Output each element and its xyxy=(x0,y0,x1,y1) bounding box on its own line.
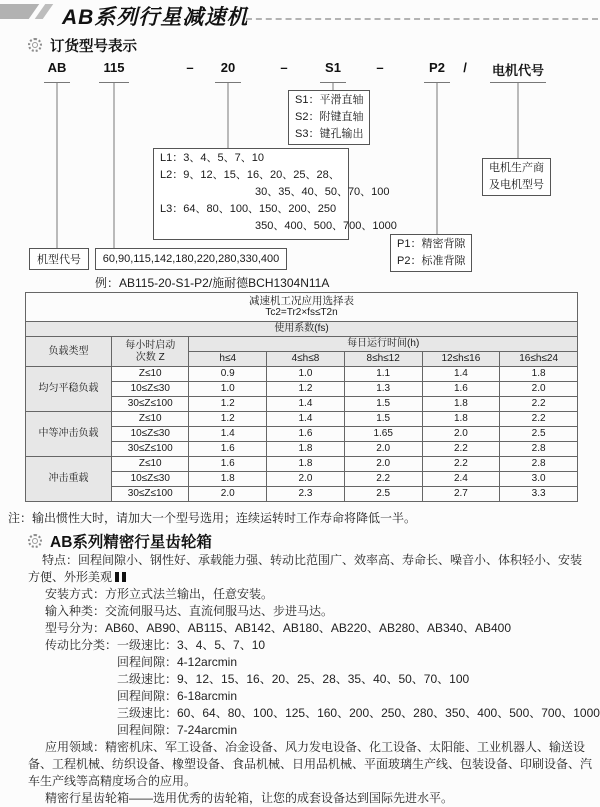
fs-value-cell: 2.8 xyxy=(500,457,578,472)
z-range-cell: 10≤Z≤30 xyxy=(112,382,189,397)
daily-hours-header: 每日运行时间(h) xyxy=(189,337,578,352)
fs-value-cell: 2.5 xyxy=(344,487,422,502)
z-range-cell: Z≤10 xyxy=(112,367,189,382)
ratio-option-l3-cont: 350、400、500、700、1000 xyxy=(255,220,397,232)
hours-col-header: 4≤h≤8 xyxy=(267,352,345,367)
model-segment-slash: / xyxy=(463,60,467,75)
fs-value-cell: 1.0 xyxy=(267,367,345,382)
table-row xyxy=(26,367,578,382)
model-segment-size: 115 xyxy=(103,60,125,75)
section-heading-label: AB系列精密行星齿轮箱 xyxy=(50,534,212,551)
section-heading-label: 订货型号表示 xyxy=(50,38,137,55)
model-segment-backlash: P2 xyxy=(429,60,445,75)
fs-value-cell: 2.0 xyxy=(422,427,500,442)
model-segment-dash-2: – xyxy=(280,60,288,75)
fs-value-cell: 1.5 xyxy=(344,412,422,427)
fs-value-cell: 2.5 xyxy=(500,427,578,442)
z-range-cell: Z≤10 xyxy=(112,412,189,427)
features-paragraph xyxy=(28,552,590,586)
ratio-option-l1: L1：3、4、5、7、10 xyxy=(160,152,264,164)
fs-value-cell: 1.8 xyxy=(500,367,578,382)
fs-value-cell: 1.4 xyxy=(267,412,345,427)
ratio-options-box xyxy=(153,148,397,240)
backlash-line: 回程间隙：7-24arcmin xyxy=(117,723,238,737)
z-range-cell: 10≤Z≤30 xyxy=(112,427,189,442)
fs-value-cell: 1.1 xyxy=(344,367,422,382)
z-range-cell: 30≤Z≤100 xyxy=(112,442,189,457)
backlash-option: P1：精密背隙 xyxy=(397,238,466,250)
fs-value-cell: 1.2 xyxy=(189,397,267,412)
model-codes-box: 60,90,115,142,180,220,280,330,400 xyxy=(95,248,287,270)
fs-value-cell: 2.0 xyxy=(344,442,422,457)
z-range-cell: 30≤Z≤100 xyxy=(112,397,189,412)
starts-header-line: 每小时启动 xyxy=(125,339,176,351)
backlash-line: 回程间隙：4-12arcmin xyxy=(117,655,238,669)
connector-line xyxy=(114,82,115,248)
ratio-stage3-line: 三级速比：60、64、80、100、125、160、200、250、280、350、400、500、700、1000 xyxy=(117,706,600,720)
fs-header-cell: 使用系数(fs) xyxy=(26,322,578,337)
table-note: 注：输出惯性大时，请加大一个型号选用；连续运转时工作寿命将降低一半。 xyxy=(8,511,417,525)
section-gearbox-heading xyxy=(28,530,600,552)
table-row xyxy=(26,412,578,427)
ratio-class-label: 传动比分类： xyxy=(45,638,118,652)
connector-line xyxy=(518,82,519,158)
print-mark xyxy=(115,572,119,582)
fs-value-cell: 3.3 xyxy=(500,487,578,502)
fs-value-cell: 1.6 xyxy=(267,427,345,442)
hours-col-header: 8≤h≤12 xyxy=(344,352,422,367)
model-code-diagram xyxy=(0,56,600,290)
fs-value-cell: 0.9 xyxy=(189,367,267,382)
motor-maker-box xyxy=(482,158,551,196)
starts-header-line: 次数 Z xyxy=(135,351,165,363)
ratio-option-l2: L2：9、12、15、16、20、25、28、 xyxy=(160,169,340,181)
fs-value-cell: 1.3 xyxy=(344,382,422,397)
closing-paragraph: 精密行星齿轮箱——选用优秀的齿轮箱，让您的成套设备达到国际先进水平。 xyxy=(45,791,454,805)
fs-value-cell: 1.8 xyxy=(189,472,267,487)
hours-col-header: 16≤h≤24 xyxy=(500,352,578,367)
gear-icon xyxy=(28,38,42,52)
fs-value-cell: 2.2 xyxy=(344,472,422,487)
connector-line xyxy=(437,82,438,234)
model-segment-prefix: AB xyxy=(47,60,67,75)
starts-header xyxy=(112,337,189,367)
fs-value-cell: 1.2 xyxy=(267,382,345,397)
header-dashed-line xyxy=(246,18,598,20)
fs-value-cell: 1.8 xyxy=(267,442,345,457)
fs-value-cell: 2.2 xyxy=(500,412,578,427)
fs-value-cell: 2.3 xyxy=(267,487,345,502)
ratio-stage2-line: 二级速比：9、12、15、16、20、25、28、35、40、50、70、100 xyxy=(117,672,470,686)
models-line: 型号分为：AB60、AB90、AB115、AB142、AB180、AB220、AB280、AB340、AB400 xyxy=(45,621,512,635)
page-title: AB系列行星减速机 xyxy=(62,6,249,29)
shaft-option: S3：键孔输出 xyxy=(295,128,364,140)
fs-value-cell: 1.8 xyxy=(267,457,345,472)
z-range-cell: Z≤10 xyxy=(112,457,189,472)
model-example: 例：AB115-20-S1-P2/施耐德BCH1304N11A xyxy=(95,276,330,290)
z-range-cell: 10≤Z≤30 xyxy=(112,472,189,487)
load-type-cell: 均匀平稳负载 xyxy=(26,367,112,412)
shaft-option: S2：附键直轴 xyxy=(295,111,364,123)
ratio-stage1: 一级速比：3、4、5、7、10 xyxy=(117,638,266,652)
table-title-cell xyxy=(26,293,578,322)
fs-value-cell: 2.7 xyxy=(422,487,500,502)
input-types-line: 输入种类：交流伺服马达、直流伺服马达、步进马达。 xyxy=(45,604,334,618)
gear-icon xyxy=(28,534,42,548)
connector-line xyxy=(228,82,229,148)
hours-col-header: 12≤h≤16 xyxy=(422,352,500,367)
table-row xyxy=(26,457,578,472)
fs-value-cell: 1.6 xyxy=(189,442,267,457)
fs-value-cell: 1.2 xyxy=(189,412,267,427)
selection-table xyxy=(25,292,578,502)
fs-value-cell: 1.4 xyxy=(189,427,267,442)
connector-line xyxy=(333,82,334,90)
model-segment-dash-1: – xyxy=(186,60,194,75)
backlash-line: 回程间隙：6-18arcmin xyxy=(117,689,238,703)
ratio-option-l3: L3：64、80、100、150、200、250 xyxy=(160,203,337,215)
fs-value-cell: 1.5 xyxy=(344,397,422,412)
ratio-option-l2-cont: 30、35、40、50、70、100 xyxy=(255,186,390,198)
model-code-label-box: 机型代号 xyxy=(29,248,89,270)
fs-value-cell: 1.4 xyxy=(267,397,345,412)
ratio-class-line xyxy=(45,637,600,654)
fs-value-cell: 1.0 xyxy=(189,382,267,397)
model-segment-motor-code: 电机代号 xyxy=(491,63,545,78)
fs-value-cell: 2.0 xyxy=(344,457,422,472)
header-bar-decoration xyxy=(0,4,39,19)
fs-value-cell: 2.8 xyxy=(500,442,578,457)
fs-value-cell: 1.6 xyxy=(189,457,267,472)
backlash-option: P2：标准背隙 xyxy=(397,255,466,267)
connector-line xyxy=(57,82,58,248)
page-header xyxy=(0,0,600,30)
motor-maker-line: 电机生产商 xyxy=(489,162,544,174)
load-type-header: 负载类型 xyxy=(26,337,112,367)
backlash-options-box xyxy=(390,234,472,272)
fs-value-cell: 2.0 xyxy=(189,487,267,502)
load-type-cell: 中等冲击负载 xyxy=(26,412,112,457)
applications-paragraph: 应用领域：精密机床、军工设备、冶金设备、风力发电设备、化工设备、太阳能、工业机器人、输送设备、工程机械、纺织设备、橡塑设备、食品机械、日用品机械、平面玻璃生产线、包装设备、印刷设备、汽车生产线等高精度场合的应用。 xyxy=(28,740,593,788)
fs-value-cell: 2.2 xyxy=(500,397,578,412)
table-title: 减速机工况应用选择表 xyxy=(249,295,354,307)
gearbox-description xyxy=(0,552,600,807)
fs-value-cell: 2.2 xyxy=(422,457,500,472)
fs-value-cell: 1.4 xyxy=(422,367,500,382)
install-line: 安装方式：方形立式法兰输出，任意安装。 xyxy=(45,587,274,601)
print-mark xyxy=(122,572,126,582)
z-range-cell: 30≤Z≤100 xyxy=(112,487,189,502)
hours-col-header: h≤4 xyxy=(189,352,267,367)
fs-value-cell: 1.8 xyxy=(422,412,500,427)
model-segment-dash-3: – xyxy=(376,60,384,75)
load-type-cell: 冲击重载 xyxy=(26,457,112,502)
fs-value-cell: 2.0 xyxy=(500,382,578,397)
fs-value-cell: 1.65 xyxy=(344,427,422,442)
features-text: 特点：回程间隙小、钢性好、承载能力强、转动比范围广、效率高、寿命长、噪音小、体积轻小、安装方便、外形美观 xyxy=(28,553,583,584)
fs-value-cell: 2.0 xyxy=(267,472,345,487)
section-ordering-heading xyxy=(28,34,600,56)
motor-maker-line: 及电机型号 xyxy=(489,179,544,191)
fs-value-cell: 1.6 xyxy=(422,382,500,397)
table-formula: Tc2=Tr2×fs≤T2n xyxy=(265,307,338,318)
model-segment-ratio: 20 xyxy=(220,60,236,75)
fs-value-cell: 2.4 xyxy=(422,472,500,487)
fs-value-cell: 1.8 xyxy=(422,397,500,412)
model-segment-shaft: S1 xyxy=(325,60,341,75)
fs-value-cell: 2.2 xyxy=(422,442,500,457)
shaft-options-box xyxy=(288,90,370,145)
shaft-option: S1：平滑直轴 xyxy=(295,94,364,106)
fs-value-cell: 3.0 xyxy=(500,472,578,487)
